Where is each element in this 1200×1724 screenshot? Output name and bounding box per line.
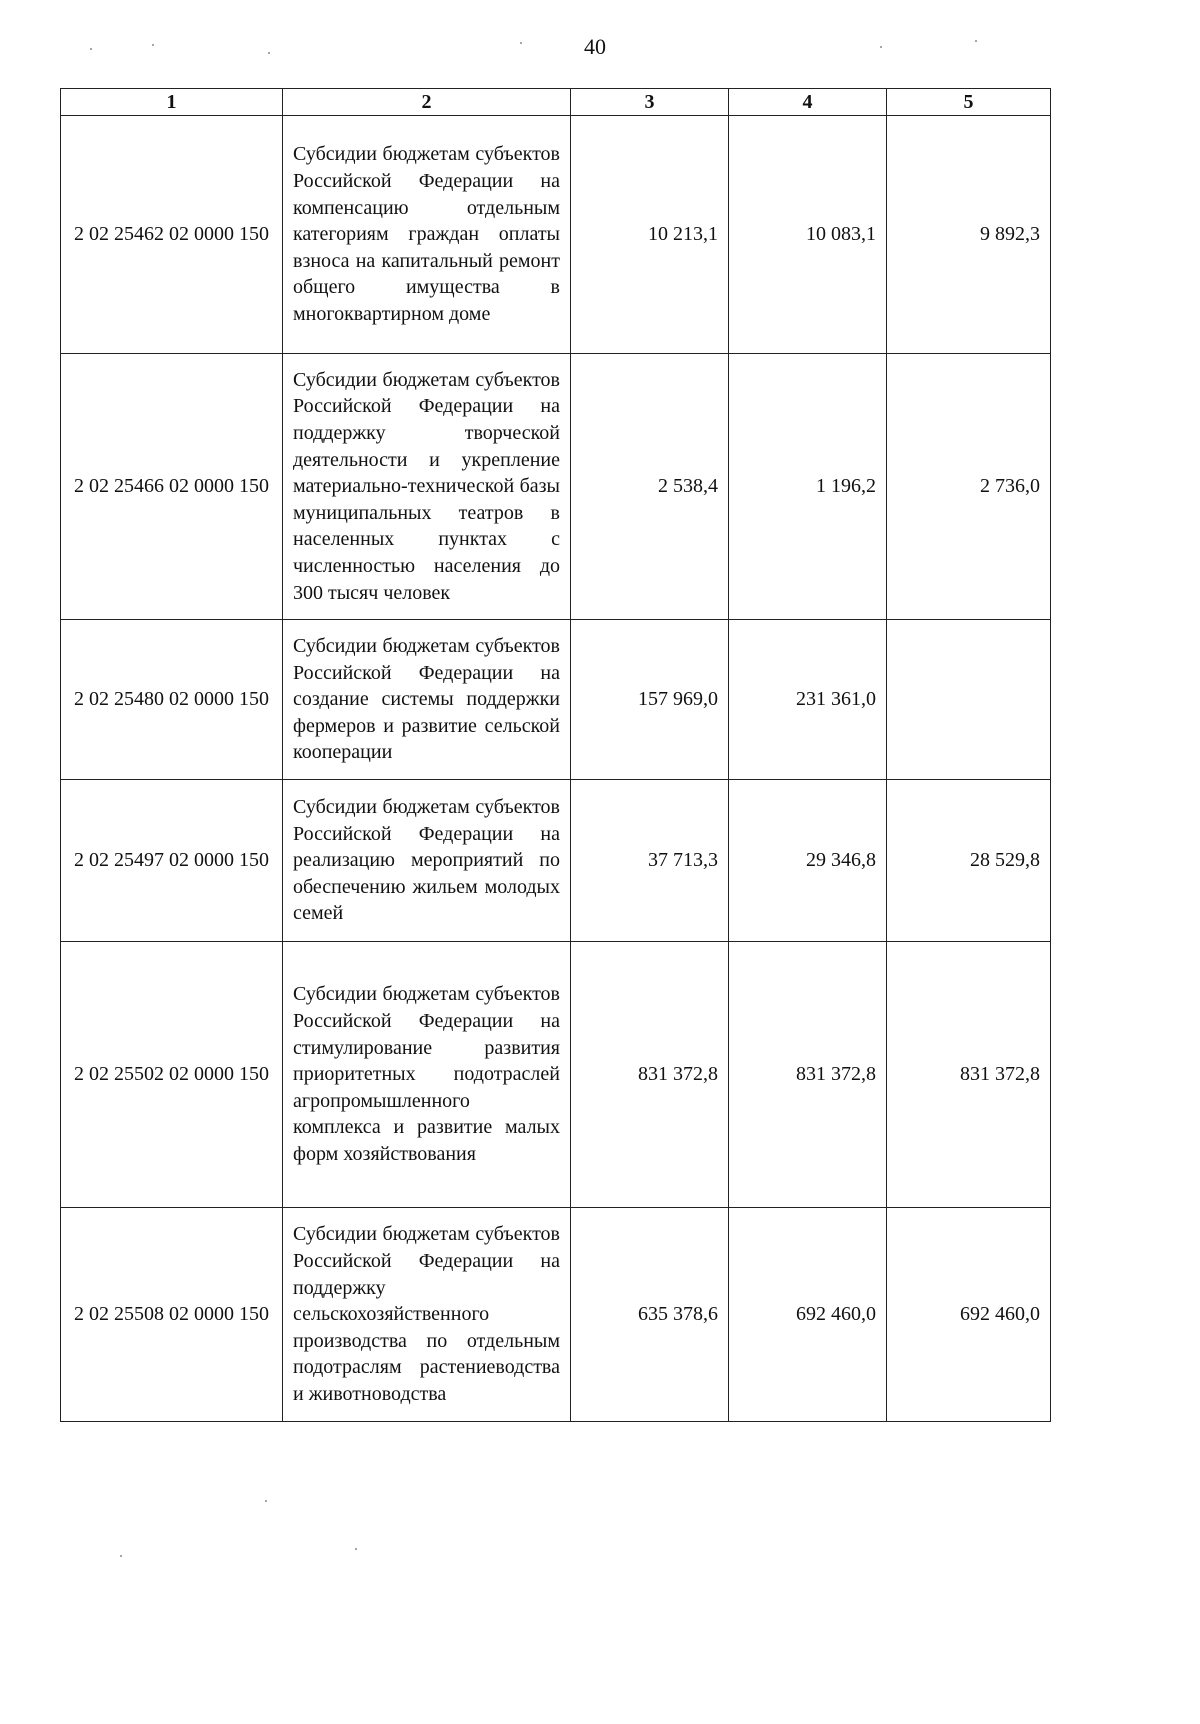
row-value-5: 2 736,0 [887,354,1051,620]
row-value-4: 1 196,2 [729,354,887,620]
row-value-4: 831 372,8 [729,942,887,1208]
scan-speck [120,1555,122,1557]
row-value-5: 692 460,0 [887,1208,1051,1422]
row-description: Субсидии бюджетам субъектов Российской Федерации на поддержку сельскохозяйственного производства по отдельным подотраслям растениеводства и животноводства [283,1208,571,1422]
scan-speck [90,48,92,50]
table-row [61,116,1051,354]
row-description: Субсидии бюджетам субъектов Российской Федерации на компенсацию отдельным категориям граждан оплаты взноса на капитальный ремонт общего имущества в многоквартирном доме [283,116,571,354]
column-header-3: 3 [571,89,729,116]
row-description: Субсидии бюджетам субъектов Российской Федерации на поддержку творческой деятельности и укрепление материально-технической базы муниципальных театров в населенных пунктах с численностью населения до 300 тысяч человек [283,354,571,620]
row-value-5: 831 372,8 [887,942,1051,1208]
row-description: Субсидии бюджетам субъектов Российской Федерации на реализацию мероприятий по обеспечению жильем молодых семей [283,780,571,942]
row-description: Субсидии бюджетам субъектов Российской Федерации на стимулирование развития приоритетных подотраслей агропромышленного комплекса и развитие малых форм хозяйствования [283,942,571,1208]
row-value-4: 29 346,8 [729,780,887,942]
column-header-5: 5 [887,89,1051,116]
row-value-4: 10 083,1 [729,116,887,354]
budget-table [60,88,1051,1422]
row-code: 2 02 25508 02 0000 150 [61,1208,283,1422]
row-value-3: 157 969,0 [571,620,729,780]
row-value-3: 831 372,8 [571,942,729,1208]
row-code: 2 02 25466 02 0000 150 [61,354,283,620]
column-header-4: 4 [729,89,887,116]
table-row [61,620,1051,780]
table-row [61,354,1051,620]
row-value-5: 9 892,3 [887,116,1051,354]
column-header-1: 1 [61,89,283,116]
row-description: Субсидии бюджетам субъектов Российской Федерации на создание системы поддержки фермеров и развитие сельской кооперации [283,620,571,780]
row-value-3: 635 378,6 [571,1208,729,1422]
scan-speck [880,46,882,48]
table-header-row [61,89,1051,116]
scan-speck [268,52,270,54]
scan-speck [355,1548,357,1550]
row-value-3: 2 538,4 [571,354,729,620]
row-value-5: 28 529,8 [887,780,1051,942]
scan-speck [265,1500,267,1502]
row-value-4: 231 361,0 [729,620,887,780]
page-number: 40 [584,34,606,59]
row-value-5 [887,620,1051,780]
scan-speck [975,40,977,42]
row-value-3: 37 713,3 [571,780,729,942]
column-header-2: 2 [283,89,571,116]
row-code: 2 02 25497 02 0000 150 [61,780,283,942]
table-row [61,942,1051,1208]
row-value-4: 692 460,0 [729,1208,887,1422]
row-value-3: 10 213,1 [571,116,729,354]
row-code: 2 02 25502 02 0000 150 [61,942,283,1208]
scan-speck [520,42,522,44]
row-code: 2 02 25480 02 0000 150 [61,620,283,780]
table-row [61,1208,1051,1422]
row-code: 2 02 25462 02 0000 150 [61,116,283,354]
scan-speck [152,44,154,46]
table-row [61,780,1051,942]
